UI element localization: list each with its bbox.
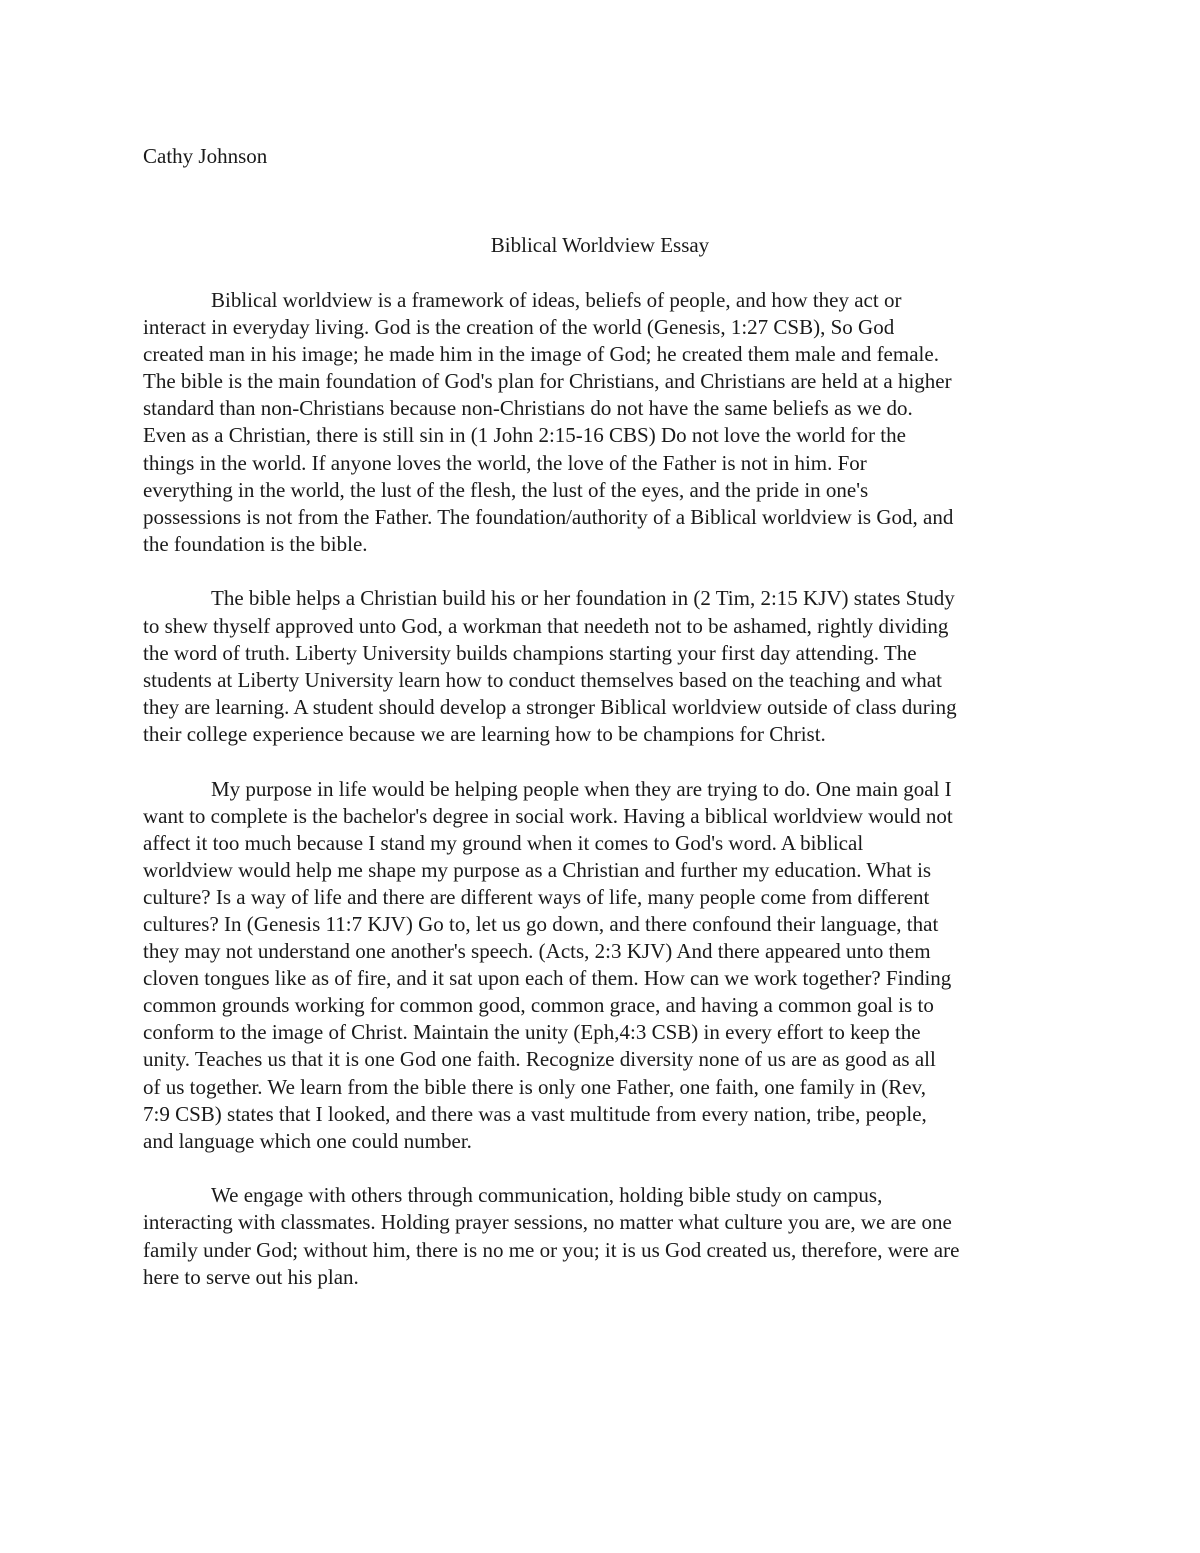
author-name: Cathy Johnson	[143, 144, 268, 168]
text-line: students at Liberty University learn how to conduct themselves based on the teaching and what	[143, 667, 942, 692]
text-line: they are learning. A student should develop a stronger Biblical worldview outside of class during	[143, 694, 957, 719]
text-line: affect it too much because I stand my ground when it comes to God's word. A biblical	[143, 830, 864, 855]
text-line: cultures? In (Genesis 11:7 KJV) Go to, let us go down, and there confound their language, that	[143, 911, 939, 936]
essay-body	[143, 287, 1063, 1318]
paragraph-2	[143, 585, 1063, 748]
text-line: The bible is the main foundation of God's plan for Christians, and Christians are held at a higher	[143, 369, 952, 394]
text-line: We engage with others through communication, holding bible study on campus,	[211, 1183, 883, 1208]
text-line: interacting with classmates. Holding prayer sessions, no matter what culture you are, we are one	[143, 1210, 952, 1235]
text-line: of us together. We learn from the bible there is only one Father, one faith, one family in (Rev,	[143, 1074, 926, 1099]
text-line: and language which one could number.	[143, 1128, 472, 1153]
text-line: Even as a Christian, there is still sin in (1 John 2:15-16 CBS) Do not love the world for the	[143, 423, 906, 448]
text-line: culture? Is a way of life and there are different ways of life, many people come from different	[143, 884, 930, 909]
text-line: family under God; without him, there is no me or you; it is us God created us, therefore, were are	[143, 1237, 960, 1262]
text-line: common grounds working for common good, common grace, and having a common goal is to	[143, 993, 934, 1018]
text-line: they may not understand one another's speech. (Acts, 2:3 KJV) And there appeared unto them	[143, 939, 931, 964]
text-line: unity. Teaches us that it is one God one faith. Recognize diversity none of us are as good as all	[143, 1047, 936, 1072]
text-line: their college experience because we are learning how to be champions for Christ.	[143, 721, 826, 746]
text-line: cloven tongues like as of fire, and it sat upon each of them. How can we work together? Finding	[143, 966, 952, 991]
text-line: possessions is not from the Father. The foundation/authority of a Biblical worldview is God, and	[143, 504, 954, 529]
text-line: things in the world. If anyone loves the world, the love of the Father is not in him. For	[143, 450, 867, 475]
text-line: Biblical worldview is a framework of ideas, beliefs of people, and how they act or	[211, 288, 902, 312]
text-line: everything in the world, the lust of the flesh, the lust of the eyes, and the pride in one's	[143, 477, 869, 502]
paragraph-4	[143, 1182, 1063, 1290]
paragraph-3	[143, 776, 1063, 1155]
text-line: the foundation is the bible.	[143, 531, 368, 556]
text-line: My purpose in life would be helping people when they are trying to do. One main goal I	[211, 776, 952, 801]
text-line: interact in everyday living. God is the creation of the world (Genesis, 1:27 CSB), So God	[143, 315, 895, 340]
text-line: standard than non-Christians because non-Christians do not have the same beliefs as we do.	[143, 396, 913, 421]
text-line: conform to the image of Christ. Maintain the unity (Eph,4:3 CSB) in every effort to keep the	[143, 1020, 921, 1045]
essay-title: Biblical Worldview Essay	[490, 233, 710, 257]
text-line: 7:9 CSB) states that I looked, and there was a vast multitude from every nation, tribe, people,	[143, 1101, 927, 1126]
text-line: here to serve out his plan.	[143, 1264, 359, 1289]
text-line: to shew thyself approved unto God, a workman that needeth not to be ashamed, rightly dividing	[143, 613, 949, 638]
text-line: created man in his image; he made him in the image of God; he created them male and female.	[143, 342, 939, 367]
paragraph-1	[143, 287, 1063, 558]
text-line: the word of truth. Liberty University builds champions starting your first day attending. The	[143, 640, 917, 665]
text-line: want to complete is the bachelor's degree in social work. Having a biblical worldview would not	[143, 803, 953, 828]
text-line: The bible helps a Christian build his or her foundation in (2 Tim, 2:15 KJV) states Study	[211, 586, 955, 611]
text-line: worldview would help me shape my purpose as a Christian and further my education. What is	[143, 857, 932, 882]
